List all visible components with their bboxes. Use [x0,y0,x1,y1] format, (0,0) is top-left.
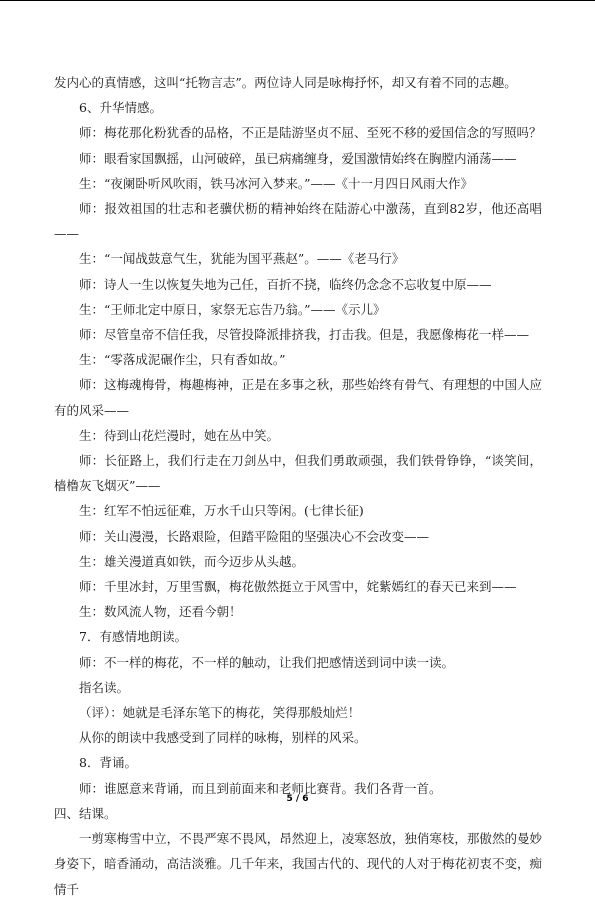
body-paragraph: 师：尽管皇帝不信任我，尽管投降派排挤我，打击我。但是，我愿像梅花一样—— [79,327,530,343]
body-paragraph: 8．背诵。 [79,755,137,771]
body-paragraph: 发内心的真情感，这叫“托物言志”。两位诗人同是咏梅抒怀，却又有着不同的志趣。 [54,75,517,90]
document-body [54,70,542,902]
body-paragraph: 生：雄关漫道真如铁，而今迈步从头越。 [79,553,305,569]
body-paragraph: 师：诗人一生以恢复失地为己任，百折不挠，临终仍念念不忘收复中原—— [79,276,492,292]
body-paragraph: 指名读。 [79,679,130,695]
body-paragraph: 一剪寒梅雪中立，不畏严寒不畏风，昂然迎上，凌寒怒放，独俏寒枝，那傲然的曼妙身姿下，暗香涌动，高洁淡雅。几千年来，我国古代的、现代的人对于梅花初衷不变，痴情千 [54,831,542,897]
body-paragraph: 生：“一闻战鼓意气生，犹能为国平燕赵”。——《老马行》 [79,251,405,267]
page-number: 5 / 6 [286,794,309,804]
body-paragraph: 生：“零落成泥碾作尘，只有香如故。” [79,352,286,368]
body-paragraph: 从你的朗读中我感受到了同样的咏梅，别样的风采。 [79,730,367,746]
body-paragraph: 师：千里冰封，万里雪飘，梅花傲然挺立于风雪中，姹紫嫣红的春天已来到—— [79,579,517,595]
body-paragraph: 师：眼看家国飘摇，山河破碎，虽已病痛缠身，爱国激情始终在胸膛内涌荡—— [79,150,517,166]
body-paragraph: 师：这梅魂梅骨，梅趣梅神，正是在多事之秋，那些始终有骨气、有理想的中国人应有的风采—— [54,377,542,418]
body-paragraph: 6、升华情感。 [79,100,162,116]
body-paragraph: 生：数风流人物，还看今朝！ [79,604,242,620]
body-paragraph: 四、结课。 [54,805,117,821]
body-paragraph: 生：待到山花烂漫时，她在丛中笑。 [79,427,280,443]
page-top-rule [0,0,595,1]
body-paragraph: 7．有感情地朗读。 [79,629,187,645]
body-paragraph: 生：“夜阑卧听风吹雨，铁马冰河入梦来。”——《十一月四日风雨大作》 [79,175,474,191]
body-paragraph: 师：不一样的梅花，不一样的触动，让我们把感情送到词中读一读。 [79,654,455,670]
body-paragraph: 师：长征路上，我们行走在刀剑丛中，但我们勇敢顽强，我们铁骨铮铮，“谈笑间，樯橹灰飞烟灭”—— [54,453,542,494]
body-paragraph: 师：梅花那化粉犹香的品格，不正是陆游坚贞不屈、至死不移的爱国信念的写照吗？ [79,125,542,141]
body-paragraph: 生：“王师北定中原日，家祭无忘告乃翁。”——《示儿》 [79,301,386,317]
body-paragraph: 生：红军不怕远征难，万水千山只等闲。(七律长征) [79,503,364,519]
body-paragraph: 师：关山漫漫，长路艰险，但踏平险阻的坚强决心不会改变—— [79,528,430,544]
body-paragraph: 师：报效祖国的壮志和老骥伏枥的精神始终在陆游心中激荡，直到82岁，他还高唱—— [54,201,542,242]
body-paragraph: 师：谁愿意来背诵，而且到前面来和老师比赛背。我们各背一首。 [79,780,442,796]
body-paragraph: （评）：她就是毛泽东笔下的梅花，笑得那般灿烂！ [79,705,361,721]
